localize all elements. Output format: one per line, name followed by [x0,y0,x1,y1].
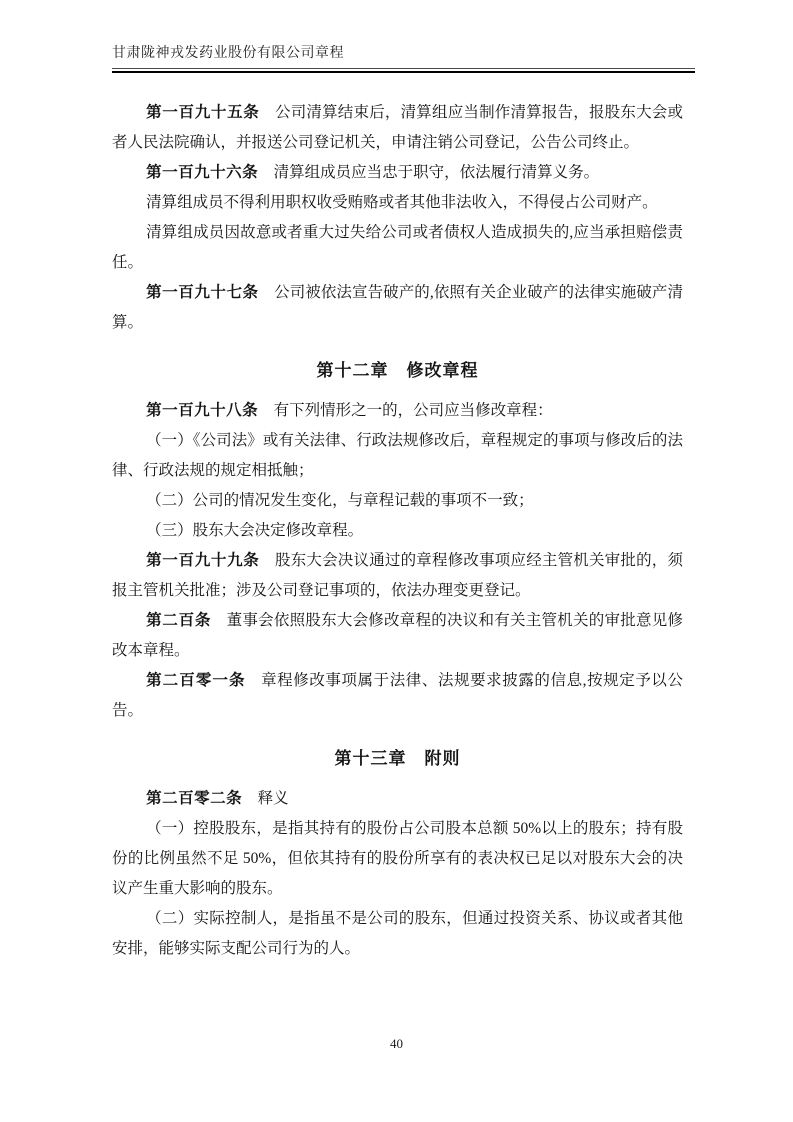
page-header-title: 甘肃陇神戎发药业股份有限公司章程 [112,46,344,61]
clause-label: 第一百九十九条 [146,552,260,569]
list-item-paragraph: （二）实际控制人，是指虽不是公司的股东，但通过投资关系、协议或者其他安排，能够实际支配公司行为的人。 [112,910,683,957]
clause-paragraph [112,278,683,338]
clause-label: 第一百九十六条 [146,164,259,181]
clause-label: 第一百九十七条 [146,284,259,301]
page-header [112,44,695,73]
chapter-heading-13: 第十三章 附则 [334,749,461,768]
body-paragraph: 清算组成员不得利用职权收受贿赂或者其他非法收入，不得侵占公司财产。 [146,194,658,211]
page-footer [0,1036,793,1052]
clause-label: 第二百零一条 [146,672,246,689]
clause-paragraph [112,606,683,666]
clause-text: 清算组成员应当忠于职守，依法履行清算义务。 [273,164,600,181]
chapter-heading-12: 第十二章 修改章程 [316,361,479,380]
clause-paragraph [112,158,683,188]
clause-paragraph [112,98,683,158]
clause-text: 有下列情形之一的，公司应当修改章程： [273,402,553,419]
clause-label: 第二百条 [146,612,212,629]
clause-paragraph [112,784,683,814]
body-paragraph: 清算组成员因故意或者重大过失给公司或者债权人造成损失的,应当承担赔偿责任。 [112,224,683,271]
clause-text: 释义 [257,790,289,807]
document-body [112,98,683,964]
clause-label: 第二百零二条 [146,790,243,807]
list-item-paragraph: （二）公司的情况发生变化，与章程记载的事项不一致； [146,492,534,509]
clause-text: 董事会依照股东大会修改章程的决议和有关主管机关的审批意见修改本章程。 [112,612,683,659]
clause-paragraph [112,396,683,426]
clause-text: 公司被依法宣告破产的,依照有关企业破产的法律实施破产清算。 [112,284,683,331]
clause-text: 章程修改事项属于法律、法规要求披露的信息,按规定予以公告。 [112,672,683,719]
list-item-paragraph: （一）《公司法》或有关法律、行政法规修改后，章程规定的事项与修改后的法律、行政法规的规定相抵触； [112,432,683,479]
list-item-paragraph: （一）控股股东，是指其持有的股份占公司股本总额 50%以上的股东；持有股份的比例虽然不足 50%，但依其持有的股份所享有的表决权已足以对股东大会的决议产生重大影响的股东。 [112,820,683,897]
header-divider [112,68,695,73]
list-item-paragraph: （三）股东大会决定修改章程。 [146,522,364,539]
clause-text: 股东大会决议通过的章程修改事项应经主管机关审批的，须报主管机关批准；涉及公司登记事项的，依法办理变更登记。 [112,552,683,599]
clause-paragraph [112,666,683,726]
clause-label: 第一百九十五条 [146,104,260,121]
clause-paragraph [112,546,683,606]
clause-label: 第一百九十八条 [146,402,259,419]
clause-text: 公司清算结束后，清算组应当制作清算报告，报股东大会或者人民法院确认，并报送公司登记机关，申请注销公司登记，公告公司终止。 [112,104,683,151]
page-number: 40 [390,1036,403,1051]
